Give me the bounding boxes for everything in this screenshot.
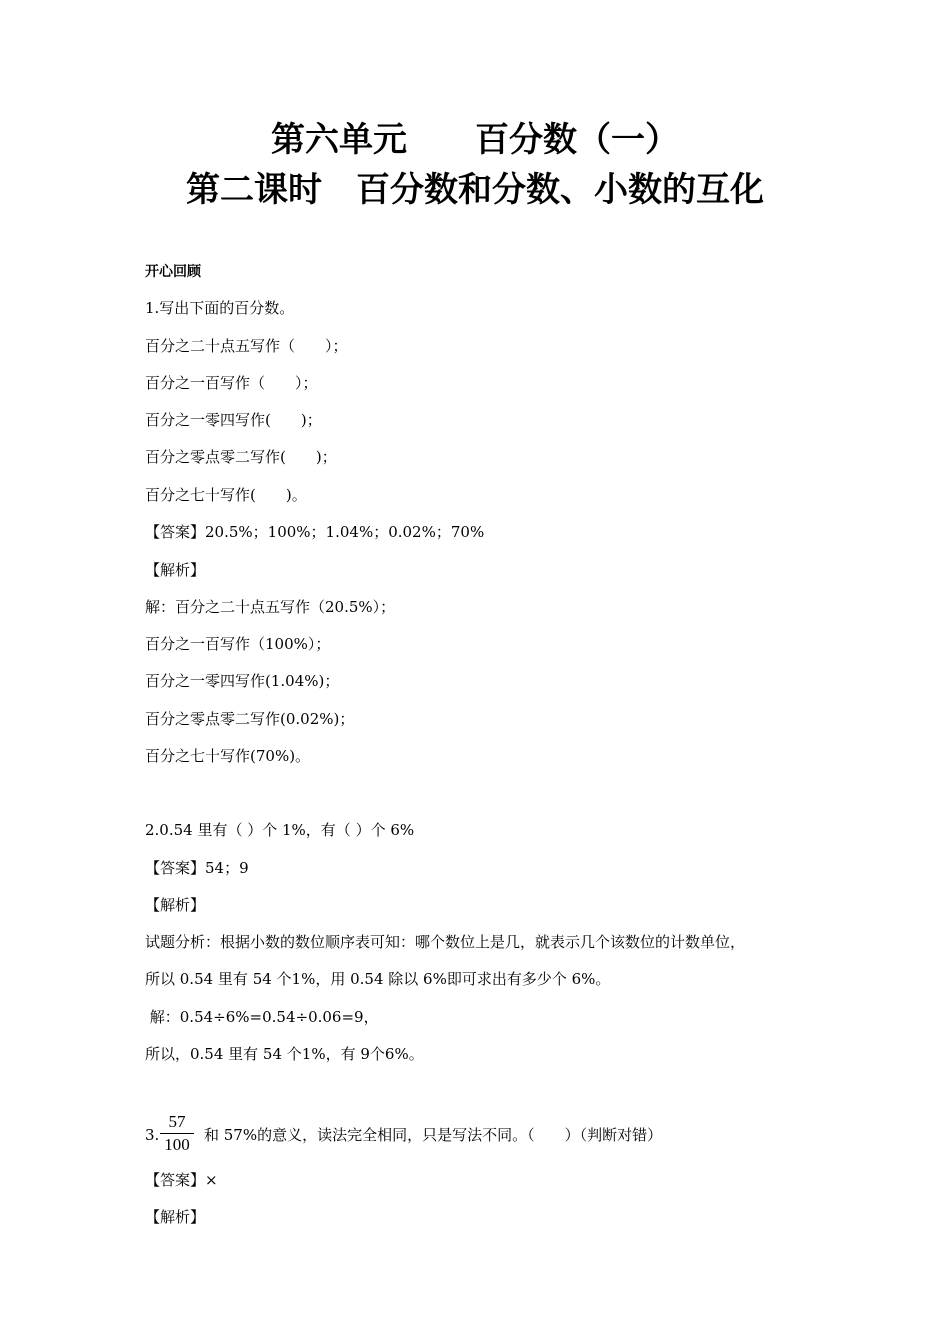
lesson-title: 第二课时 百分数和分数、小数的互化 <box>186 170 764 210</box>
answer-label: 【答案】 <box>145 859 206 877</box>
fraction-numerator: 57 <box>160 1112 194 1134</box>
q1-analysis-line: 百分之零点零二写作(0.02%)； <box>145 710 355 728</box>
answer-label: 【答案】 <box>145 1171 206 1189</box>
answer-text: 20.5%；100%；1.04%；0.02%；70% <box>205 523 485 541</box>
q1-analysis-line: 百分之一百写作（100%）； <box>145 635 331 653</box>
fraction-denominator: 100 <box>164 1135 190 1154</box>
q1-item: 百分之零点零二写作( )； <box>145 448 337 466</box>
q2-answer <box>145 858 249 878</box>
q2-analysis-line: 所以，0.54 里有 54 个1%，有 9个6%。 <box>145 1045 424 1063</box>
q2-stem: 2.0.54 里有（ ）个 1%，有（ ）个 6% <box>145 821 415 839</box>
q1-answer <box>145 522 484 542</box>
answer-label: 【答案】 <box>145 523 206 541</box>
q1-analysis-line: 百分之一零四写作(1.04%)； <box>145 672 340 690</box>
answer-text: × <box>205 1171 218 1189</box>
q1-analysis-label: 【解析】 <box>145 561 206 579</box>
q1-item: 百分之七十写作( )。 <box>145 486 307 504</box>
answer-text: 54；9 <box>205 859 249 877</box>
q1-analysis-line: 百分之七十写作(70%)。 <box>145 747 311 765</box>
q1-item: 百分之二十点五写作（ ）； <box>145 337 348 355</box>
q3-fraction <box>160 1112 194 1155</box>
q2-analysis-line: 所以 0.54 里有 54 个1%，用 0.54 除以 6%即可求出有多少个 6%。 <box>145 970 611 988</box>
q2-analysis-line: 试题分析：根据小数的数位顺序表可知：哪个数位上是几，就表示几个该数位的计数单位， <box>145 933 746 951</box>
q3-stem: 和 57%的意义，读法完全相同，只是写法不同。（ ）（判断对错） <box>204 1126 663 1144</box>
q3-answer <box>145 1170 218 1190</box>
q3-number: 3. <box>145 1126 160 1144</box>
q1-item: 百分之一百写作（ ）； <box>145 374 318 392</box>
q1-item: 百分之一零四写作( )； <box>145 411 322 429</box>
unit-title: 第六单元 百分数（一） <box>271 120 679 160</box>
q2-analysis-label: 【解析】 <box>145 896 206 914</box>
q2-analysis-line: 解：0.54÷6%=0.54÷0.06=9， <box>145 1008 379 1026</box>
q1-stem: 1.写出下面的百分数。 <box>145 299 295 317</box>
q3-analysis-label: 【解析】 <box>145 1208 206 1226</box>
section-heading: 开心回顾 <box>145 264 201 280</box>
q1-analysis-line: 解：百分之二十点五写作（20.5%）； <box>145 598 396 616</box>
